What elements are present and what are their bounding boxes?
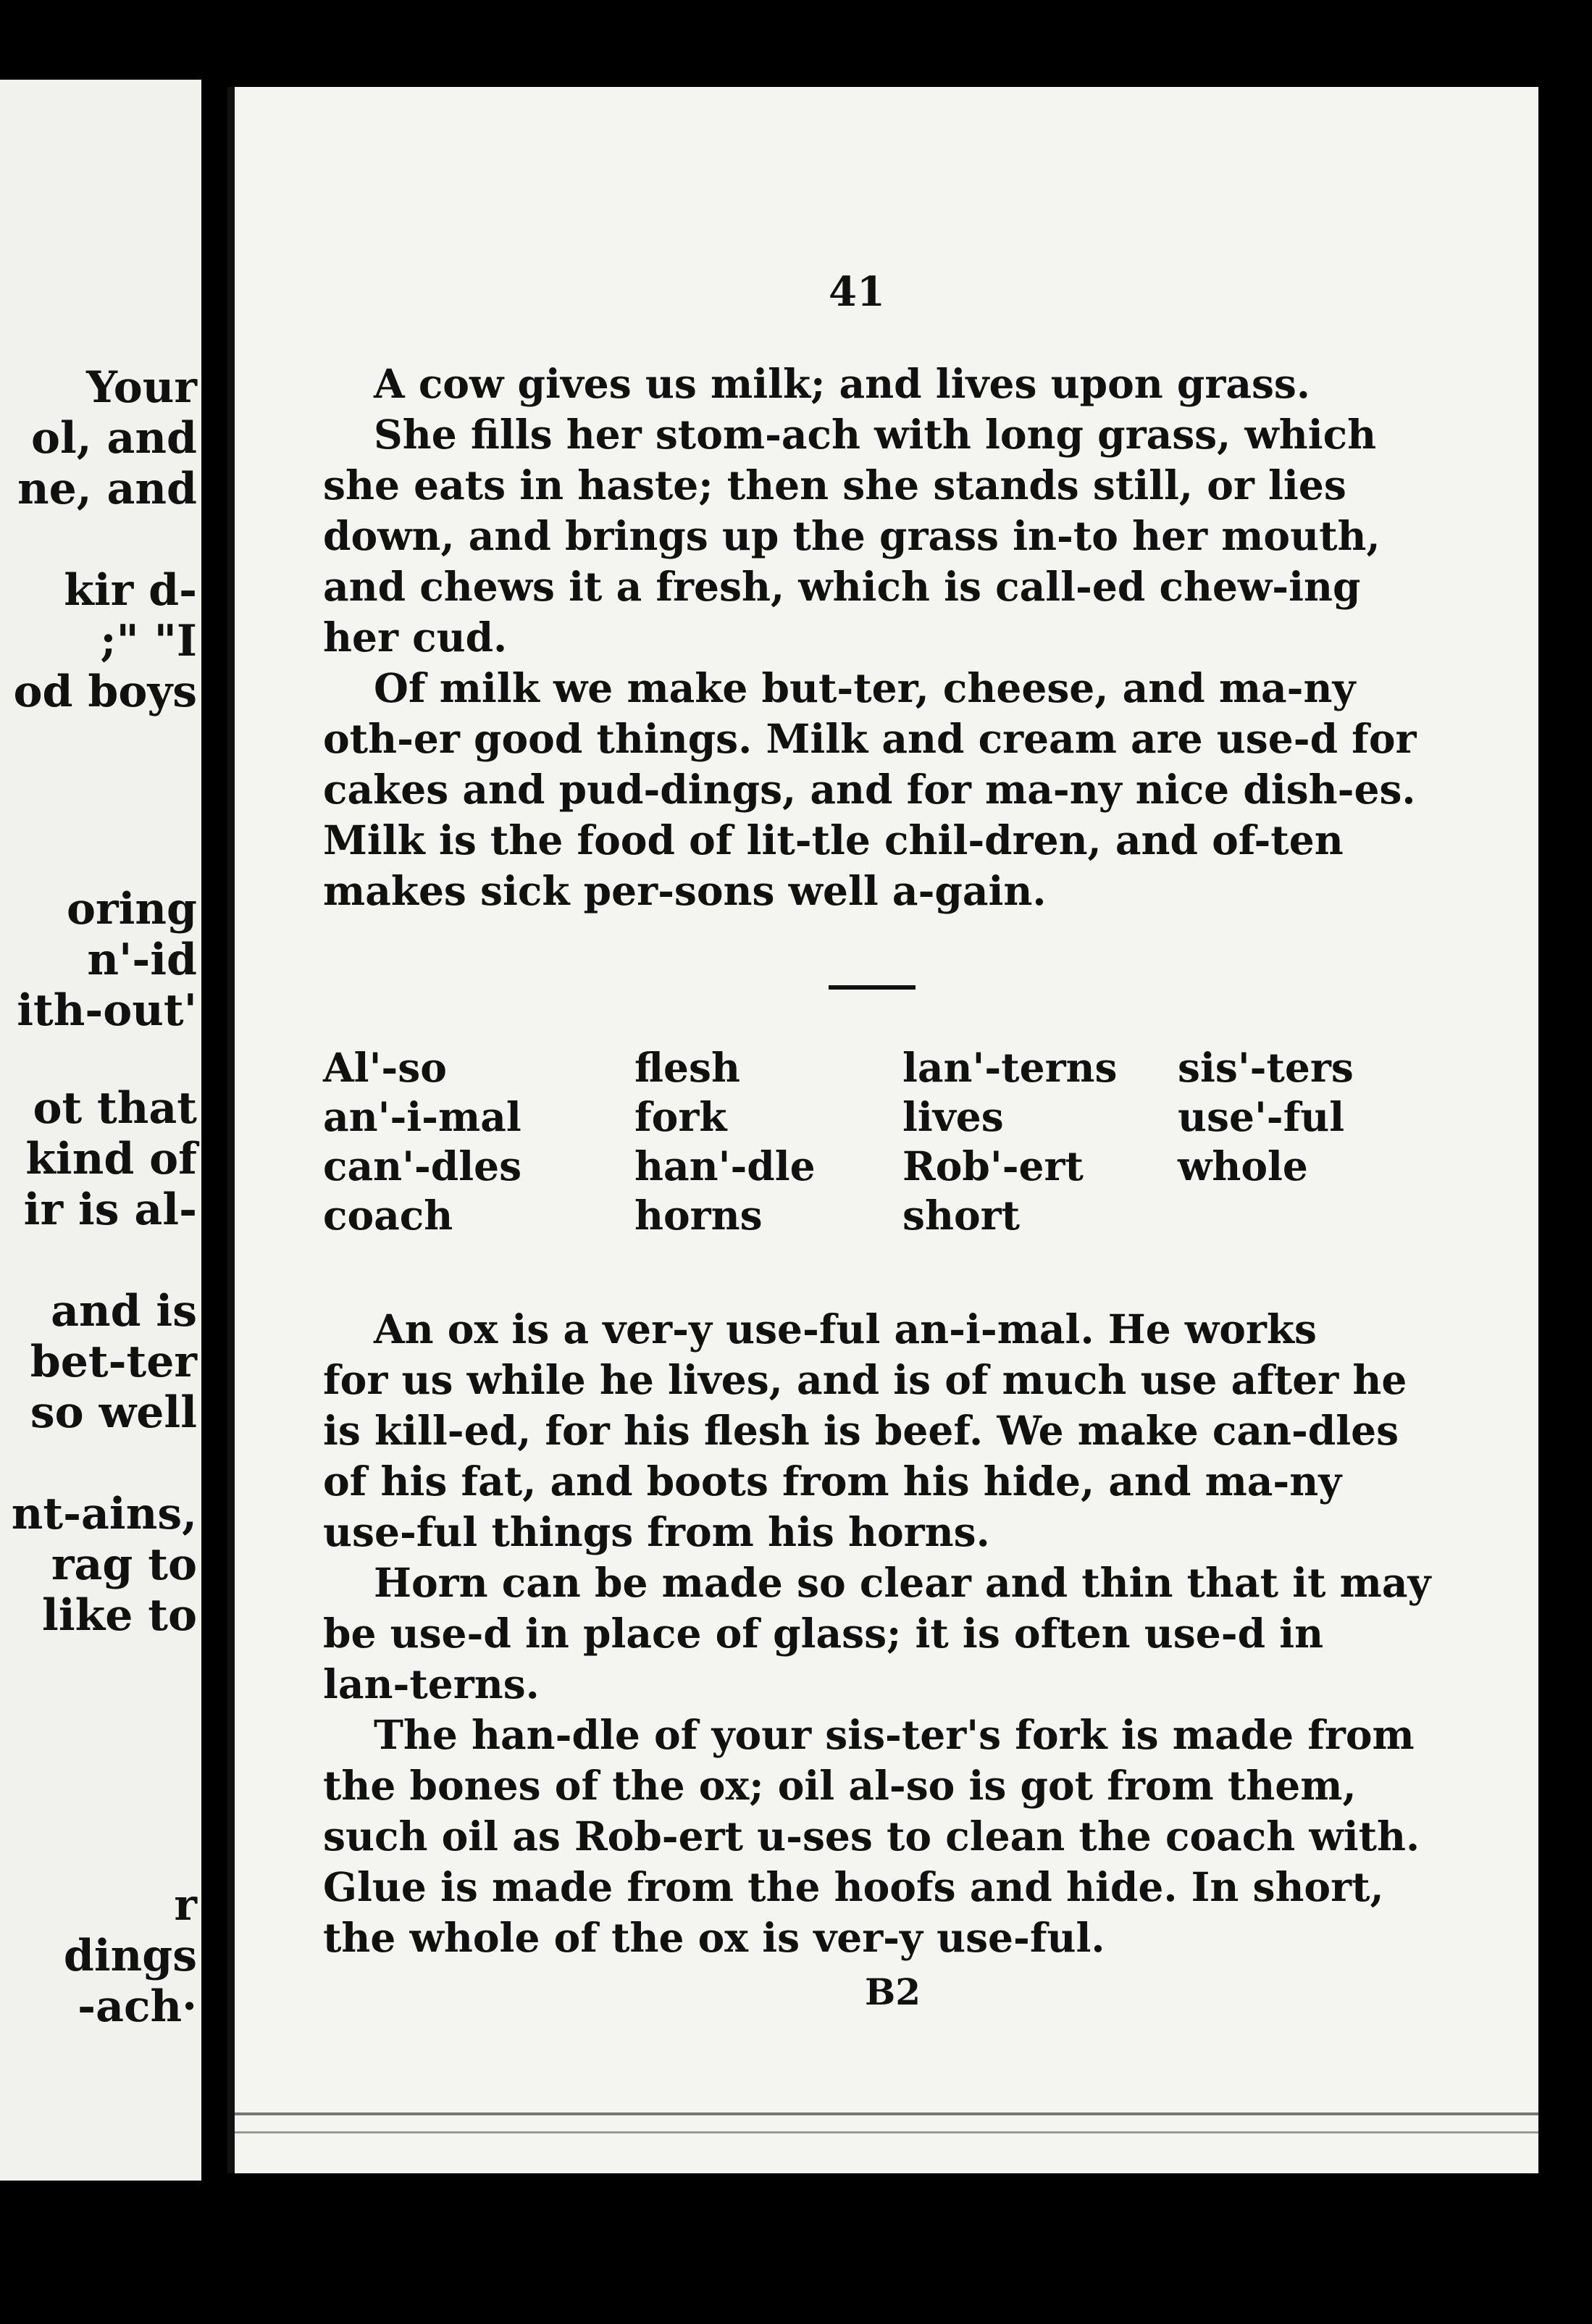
text-line: A cow gives us milk; and lives upon grass.: [374, 360, 1311, 407]
left-fragment: ;" "I: [100, 616, 197, 666]
vocab-word: whole: [1178, 1142, 1308, 1190]
text-line: She fills her stom-ach with long grass, which: [374, 411, 1377, 458]
left-fragment: bet-ter: [30, 1337, 197, 1387]
page-edge-line: [235, 2112, 1538, 2115]
text-line: lan-terns.: [323, 1660, 540, 1708]
left-fragment: ir is al-: [23, 1184, 197, 1235]
text-line: of his fat, and boots from his hide, and ma-ny: [323, 1458, 1342, 1505]
text-line: oth-er good things. Milk and cream are use-d for: [323, 715, 1417, 762]
paragraph-ox: [323, 1304, 1409, 1558]
paragraph-horn: [323, 1558, 1431, 1710]
text-line: the whole of the ox is ver-y use-ful.: [323, 1914, 1105, 1961]
text-line: down, and brings up the grass in-to her mouth,: [323, 512, 1381, 559]
vocab-word: horns: [634, 1192, 763, 1239]
vocab-word: lives: [902, 1093, 1004, 1140]
left-fragment: kind of: [25, 1134, 197, 1184]
text-line: her cud.: [323, 614, 508, 661]
vocab-word: an'-i-mal: [323, 1093, 521, 1140]
text-line: is kill-ed, for his flesh is beef. We make can-dles: [323, 1407, 1399, 1454]
vocab-word: [1178, 1191, 1453, 1240]
left-fragment: ol, and: [30, 413, 197, 464]
left-fragment: -ach·: [77, 1981, 197, 2032]
left-fragment: ith-out': [17, 985, 197, 1036]
text-line: Milk is the food of lit-tle chil-dren, and of-ten: [323, 816, 1344, 864]
signature-mark: B2: [865, 1970, 921, 2013]
vocab-word: han'-dle: [634, 1142, 816, 1190]
text-line: she eats in haste; then she stands still, or lies: [323, 461, 1346, 509]
left-fragment: kir d-: [64, 565, 197, 616]
text-line: makes sick per-sons well a-gain.: [323, 867, 1047, 914]
left-fragment: oring: [67, 884, 197, 935]
vocab-word: short: [902, 1192, 1021, 1239]
vocab-word: sis'-ters: [1178, 1044, 1354, 1091]
left-fragment: n'-id: [87, 935, 197, 985]
text-line: such oil as Rob-ert u-ses to clean the coach with.: [323, 1813, 1420, 1860]
vocab-word: flesh: [634, 1044, 740, 1091]
left-fragment: and is: [51, 1286, 197, 1337]
left-fragment: ot that: [33, 1083, 197, 1134]
text-line: use-ful things from his horns.: [323, 1508, 990, 1555]
left-fragment: like to: [42, 1590, 197, 1641]
text-line: The han-dle of your sis-ter's fork is made from: [374, 1711, 1415, 1758]
book-page: [227, 87, 1538, 2173]
paragraph-cow-intro: [323, 359, 1409, 409]
left-fragment: od boys: [13, 666, 197, 717]
left-fragment: ne, and: [17, 464, 197, 514]
text-line: for us while he lives, and is of much use after he: [323, 1356, 1407, 1403]
text-line: be use-d in place of glass; it is often use-d in: [323, 1610, 1324, 1657]
vocab-word: Rob'-ert: [902, 1142, 1084, 1190]
page-number: 41: [829, 268, 885, 316]
text-line: Of milk we make but-ter, cheese, and ma-ny: [374, 664, 1356, 711]
text-line: Horn can be made so clear and thin that it may: [374, 1559, 1431, 1606]
text-line: Glue is made from the hoofs and hide. In short,: [323, 1863, 1384, 1910]
vocab-word: coach: [323, 1192, 453, 1239]
text-line: and chews it a fresh, which is call-ed chew-ing: [323, 563, 1361, 610]
left-fragment: r: [174, 1880, 197, 1931]
text-line: cakes and pud-dings, and for ma-ny nice dish-es.: [323, 766, 1416, 813]
vocab-word: use'-ful: [1178, 1093, 1345, 1140]
left-fragment: Your: [86, 362, 197, 413]
left-fragment: so well: [30, 1387, 197, 1438]
paragraph-milk: [323, 663, 1417, 916]
vocabulary-list: [323, 1043, 1453, 1240]
facing-page-fragment: [0, 80, 206, 2181]
vocab-word: can'-dles: [323, 1142, 522, 1190]
book-gutter: [201, 80, 227, 2181]
vocab-word: lan'-terns: [902, 1044, 1118, 1091]
left-fragment: nt-ains,: [11, 1489, 197, 1539]
text-line: An ox is a ver-y use-ful an-i-mal. He works: [374, 1305, 1317, 1353]
vocab-word: Al'-so: [323, 1044, 447, 1091]
vocab-word: fork: [634, 1093, 727, 1140]
text-line: the bones of the ox; oil al-so is got from them,: [323, 1762, 1357, 1809]
left-fragment: rag to: [51, 1539, 197, 1590]
left-fragment: dings: [63, 1931, 197, 1981]
paragraph-handle: [323, 1710, 1420, 1963]
section-divider: [829, 985, 916, 990]
page-edge-line: [235, 2131, 1538, 2133]
paragraph-cow-cud: [323, 409, 1409, 663]
